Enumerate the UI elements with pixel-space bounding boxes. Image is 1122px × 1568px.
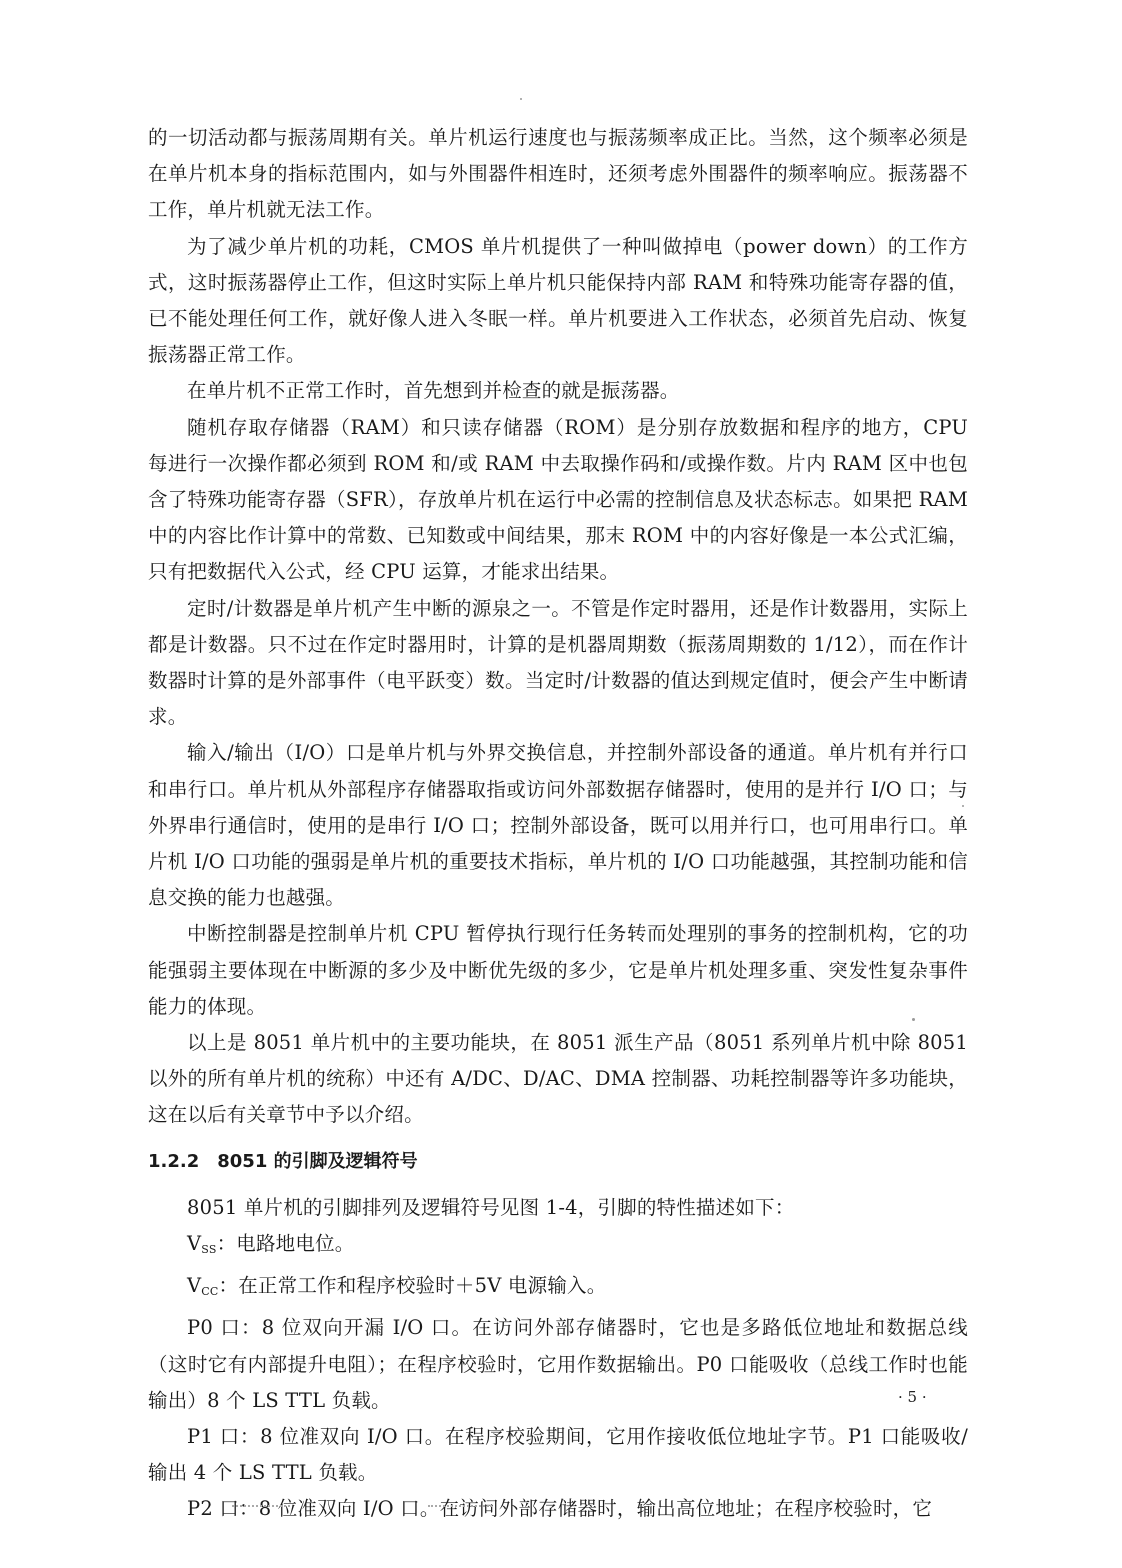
section-heading [148,1144,968,1180]
scan-speck [912,1018,915,1021]
paragraph: 中断控制器是控制单片机 CPU 暂停执行现行任务转而处理别的事务的控制机构，它的功能强弱主要体现在中断源的多少及中断优先级的多少，它是单片机处理多重、突发性复杂事件能力的体现。 [148,922,968,1018]
page-number: · 5 · [898,1388,927,1406]
scan-speck [962,805,964,807]
scan-dots [232,1505,290,1509]
section-title: 8051 的引脚及逻辑符号 [217,1150,418,1172]
pin-vcc: $V_{CC}$：在正常工作和程序校验时＋5V 电源输入。 [187,1274,607,1299]
pin-p0: P0 口：8 位双向开漏 I/O 口。在访问外部存储器时，它也是多路低位地址和数据总线（这时它有内部提升电阻）；在程序校验时，它用作数据输出。P0 口能吸收（总线工作时也能输出）8 个 LS TTL 负载。 [148,1316,968,1412]
section-number: 1.2.2 [148,1150,200,1172]
section-intro: 8051 单片机的引脚排列及逻辑符号见图 1-4，引脚的特性描述如下： [187,1195,795,1219]
body-text [148,120,968,1528]
paragraph: 的一切活动都与振荡周期有关。单片机运行速度也与振荡频率成正比。当然，这个频率必须是在单片机本身的指标范围内，如与外围器件相连时，还须考虑外围器件的频率响应。振荡器不工作，单片机就无法工作。 [148,126,968,222]
paragraph: 输入/输出（I/O）口是单片机与外界交换信息，并控制外部设备的通道。单片机有并行口和串行口。单片机从外部程序存储器取指或访问外部数据存储器时，使用的是并行 I/O 口；与外界串行通信时，使用的是串行 I/O 口；控制外部设备，既可以用并行口，也可用串行口。单片机 I/O 口功能的强弱是单片机的重要技术指标，单片机的 I/O 口功能越强，其控制功能和信息交换的能力也越强。 [148,741,968,910]
paragraph: 为了减少单片机的功耗，CMOS 单片机提供了一种叫做掉电（power down）的工作方式，这时振荡器停止工作，但这时实际上单片机只能保持内部 RAM 和特殊功能寄存器的值，已不能处理任何工作，就好像人进入冬眠一样。单片机要进入工作状态，必须首先启动、恢复振荡器正常工作。 [148,234,968,367]
paragraph: 以上是 8051 单片机中的主要功能块，在 8051 派生产品（8051 系列单片机中除 8051 以外的所有单片机的统称）中还有 A/DC、D/AC、DMA 控制器、功耗控制器等许多功能块，这在以后有关章节中予以介绍。 [148,1031,968,1127]
pin-p1: P1 口：8 位准双向 I/O 口。在程序校验期间，它用作接收低位地址字节。P1 口能吸收/输出 4 个 LS TTL 负载。 [148,1424,968,1485]
paragraph: 定时/计数器是单片机产生中断的源泉之一。不管是作定时器用，还是作计数器用，实际上都是计数器。只不过在作定时器用时，计算的是机器周期数（振荡周期数的 1/12），而在作计数器时计算的是外部事件（电平跃变）数。当定时/计数器的值达到规定值时，便会产生中断请求。 [148,596,968,729]
paragraph: 在单片机不正常工作时，首先想到并检查的就是振荡器。 [187,379,680,403]
scan-speck [520,98,522,100]
paragraph: 随机存取存储器（RAM）和只读存储器（ROM）是分别存放数据和程序的地方，CPU 每进行一次操作都必须到 ROM 和/或 RAM 中去取操作码和/或操作数。片内 RAM 区中也包含了特殊功能寄存器（SFR），存放单片机在运行中必需的控制信息及状态标志。如果把 RAM 中的内容比作计算中的常数、已知数或中间结果，那末 ROM 中的内容好像是一本公式汇编，只有把数据代入公式，经 CPU 运算，才能求出结果。 [148,415,968,584]
scan-dots [428,1505,492,1509]
pin-vss: $V_{SS}$：电路地电位。 [187,1231,355,1256]
pin-p2: P2 口：8 位准双向 I/O 口。在访问外部存储器时，输出高位地址；在程序校验时，它 [187,1497,933,1521]
